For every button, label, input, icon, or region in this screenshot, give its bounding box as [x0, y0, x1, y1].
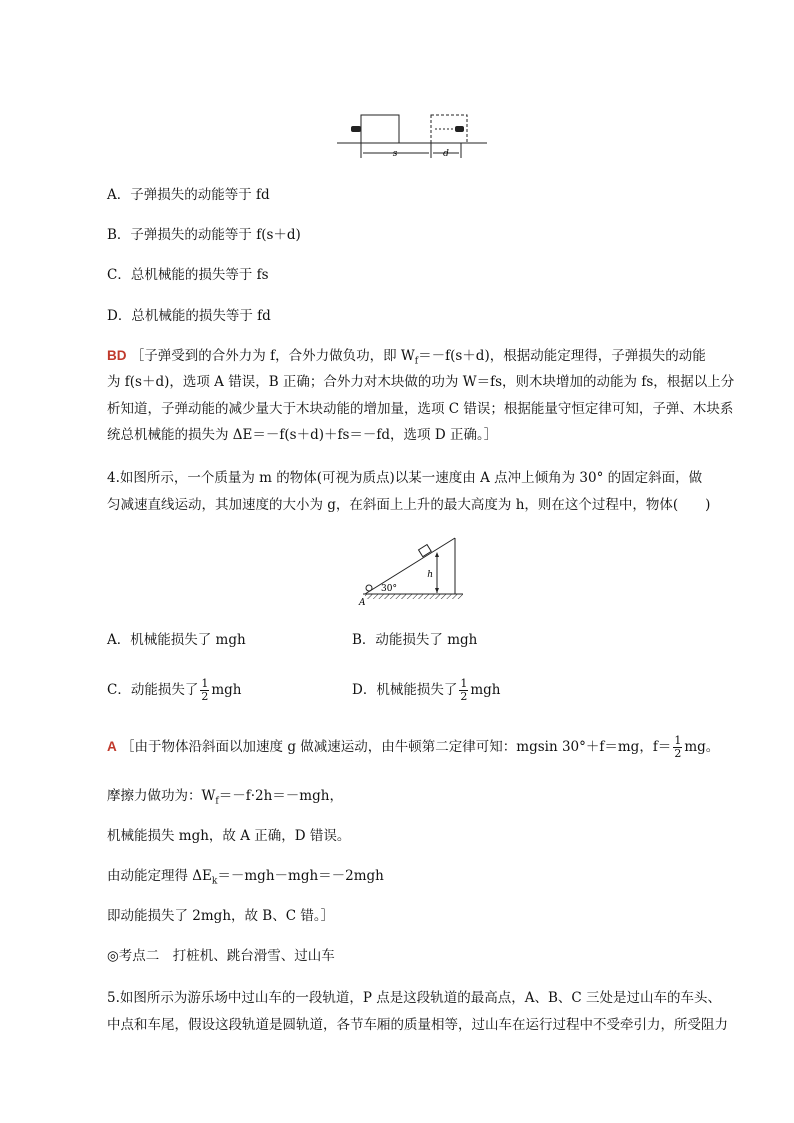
block-on-incline: [419, 545, 432, 557]
incline-surface: [365, 538, 455, 594]
q4-line4: 由动能定理得 $\Delta E_k=-mgh-mgh=-2mgh$: [107, 868, 384, 887]
q3-explanation-line1: BD ［子弹受到的合外力为 f，合外力做负功，即 $W_f=-f(s+d)$，根据动能定理得，子弹损失的动能: [107, 348, 706, 367]
q4-option-d: D．机械能损失了 $\frac{1}{2}$ mgh: [352, 677, 501, 703]
q4-stem-line2: 匀减速直线运动，其加速度的大小为 g，在斜面上上升的最大高度为 h，则在这个过程中，物体( ): [107, 497, 711, 513]
q4-explanation-line1: A ［由于物体沿斜面以加速度 g 做减速运动，由牛顿第二定律可知：mgsin 30°＋f＝mg，f＝ $\frac{1}{2}$ mg。: [107, 734, 720, 760]
q3-option-d: D．总机械能的损失等于 fd: [107, 308, 271, 324]
ground-hatch: [365, 594, 463, 599]
q4-friction-line: 摩擦力做功为：$W_f=-f\cdot 2h=-mgh$，: [107, 788, 343, 807]
q3-option-a: A．子弹损失的动能等于 fd: [107, 187, 270, 203]
q3-option-b: B．子弹损失的动能等于 f(s＋d): [107, 227, 301, 243]
block: [361, 115, 399, 143]
q3-explanation-line4: 统总机械能的损失为 ΔE＝－f(s＋d)＋fs＝－fd，选项 D 正确。］: [107, 427, 498, 443]
q4-option-a: A．机械能损失了 mgh: [107, 632, 246, 648]
label-d: d: [443, 149, 449, 159]
label-a: A: [359, 598, 366, 607]
bullet-left: [351, 126, 361, 132]
incline-figure: [355, 532, 465, 607]
q4-answer-key: A: [107, 739, 117, 754]
q4-line3: 机械能损失 mgh，故 A 正确，D 错误。: [107, 828, 351, 844]
section-heading: ◎考点二 打桩机、跳台滑雪、过山车: [107, 948, 335, 964]
q3-option-c: C．总机械能的损失等于 fs: [107, 267, 269, 283]
q3-explanation-line2: 为 f(s＋d)，选项 A 错误，B 正确；合外力对木块做的功为 W＝fs，则木块增加的动能为 fs，根据以上分: [107, 374, 735, 390]
fraction-half: $\frac{1}{2}$: [460, 677, 468, 703]
q5-line1: 5.如图所示为游乐场中过山车的一段轨道，P 点是这段轨道的最高点，A、B、C 三处是过山车的车头、: [107, 990, 722, 1006]
q4-option-c: C．动能损失了 $\frac{1}{2}$ mgh: [107, 677, 242, 703]
q3-answer-key: BD: [107, 348, 127, 363]
bullet-right: [455, 126, 464, 132]
q4-line5: 即动能损失了 2mgh，故 B、C 错。］: [107, 908, 335, 924]
fraction-half: $\frac{1}{2}$: [674, 734, 682, 760]
label-angle: 30°: [381, 584, 397, 594]
height-arrow-head-top: [435, 552, 439, 557]
point-a-object: [366, 585, 372, 591]
q4-stem-line1: 4.如图所示，一个质量为 m 的物体(可视为质点)以某一速度由 A 点冲上倾角为 30° 的固定斜面，做: [107, 470, 703, 486]
q5-line2: 中点和车尾，假设这段轨道是圆轨道，各节车厢的质量相等，过山车在运行过程中不受牵引力，所受阻力: [107, 1017, 728, 1033]
bullet-block-figure: [337, 112, 497, 162]
fraction-half: $\frac{1}{2}$: [201, 677, 209, 703]
label-h: h: [427, 570, 433, 580]
q4-option-b: B．动能损失了 mgh: [352, 632, 478, 648]
q3-explanation-line3: 析知道，子弹动能的减少量大于木块动能的增加量，选项 C 错误；根据能量守恒定律可知，子弹、木块系: [107, 401, 734, 417]
height-arrow-head-bottom: [435, 588, 439, 593]
label-s: s: [392, 149, 398, 159]
